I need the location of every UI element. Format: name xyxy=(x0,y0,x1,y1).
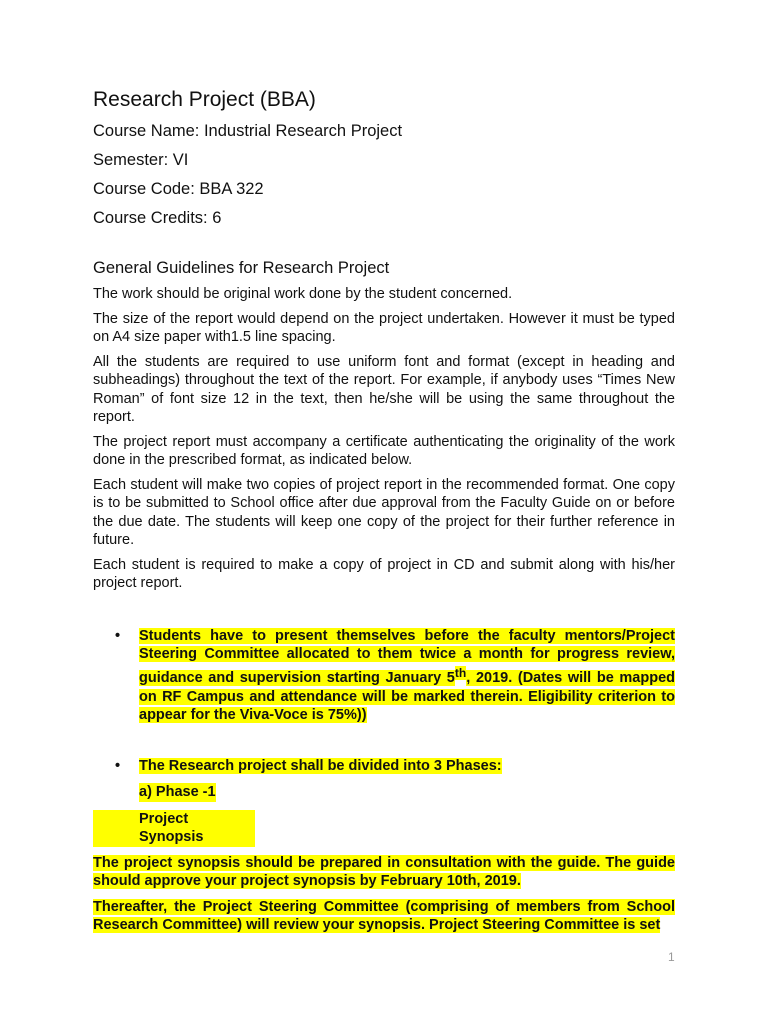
bullet-text xyxy=(139,757,675,776)
synopsis-paragraph xyxy=(93,854,675,891)
guideline-paragraph: All the students are required to use uniform font and format (except in heading and subheadings) throughout the text of the report. For example, if anybody uses “Times New Roman” of font size 12 in the text, then he/she will be using the same throughout the report. xyxy=(93,353,675,425)
synopsis-text: The project synopsis should be prepared in consultation with the guide. The guide should approve your project synopsis by February 10th, 2019. xyxy=(93,854,675,890)
synopsis-heading: Project Synopsis xyxy=(93,810,255,847)
bullet-text-part: Students have to present themselves before the faculty mentors/Project Steering Committee allocated to them twice a month for progress review, guidance and supervision starting January 5 xyxy=(139,627,675,687)
document-page xyxy=(93,86,675,935)
course-name: Course Name: Industrial Research Project xyxy=(93,122,403,140)
guideline-paragraph: The work should be original work done by the student concerned. xyxy=(93,286,513,302)
bullet-text-part: , 2019. (Dates will be mapped on RF Campus and attendance will be marked therein. Eligibility criterion to appear for the Viva-Voce is 75%)) xyxy=(139,670,675,724)
committee-text: Thereafter, the Project Steering Committee (comprising of members from School Research Committee) will review your synopsis. Project Steering Committee is set xyxy=(93,898,675,934)
phase-line xyxy=(139,783,675,802)
committee-paragraph xyxy=(93,898,675,935)
phases-text: The Research project shall be divided into 3 Phases: xyxy=(139,757,502,774)
bullet-item-mentors xyxy=(93,627,675,725)
bullet-list xyxy=(93,627,675,802)
bullet-icon: • xyxy=(115,627,121,644)
page-number: 1 xyxy=(668,950,675,964)
guideline-paragraph: Each student is required to make a copy of project in CD and submit along with his/her project report. xyxy=(93,556,675,591)
bullet-item-phases xyxy=(93,757,675,802)
semester: Semester: VI xyxy=(93,151,189,169)
superscript: th xyxy=(454,665,467,680)
guideline-paragraph: Each student will make two copies of project report in the recommended format. One copy is to be submitted to School office after due approval from the Faculty Guide on or before the due date. The students will keep one copy of the project for their further reference in future. xyxy=(93,476,675,548)
document-title: Research Project (BBA) xyxy=(93,88,316,111)
course-code: Course Code: BBA 322 xyxy=(93,180,264,198)
course-credits: Course Credits: 6 xyxy=(93,209,222,227)
section-heading: General Guidelines for Research Project xyxy=(93,259,390,277)
bullet-icon: • xyxy=(115,757,121,774)
bullet-text xyxy=(139,627,675,725)
phase-label: a) Phase -1 xyxy=(139,784,216,801)
guideline-paragraph: The project report must accompany a certificate authenticating the originality of the work done in the prescribed format, as indicated below. xyxy=(93,433,675,468)
guideline-paragraph: The size of the report would depend on the project undertaken. However it must be typed on A4 size paper with1.5 line spacing. xyxy=(93,310,675,345)
